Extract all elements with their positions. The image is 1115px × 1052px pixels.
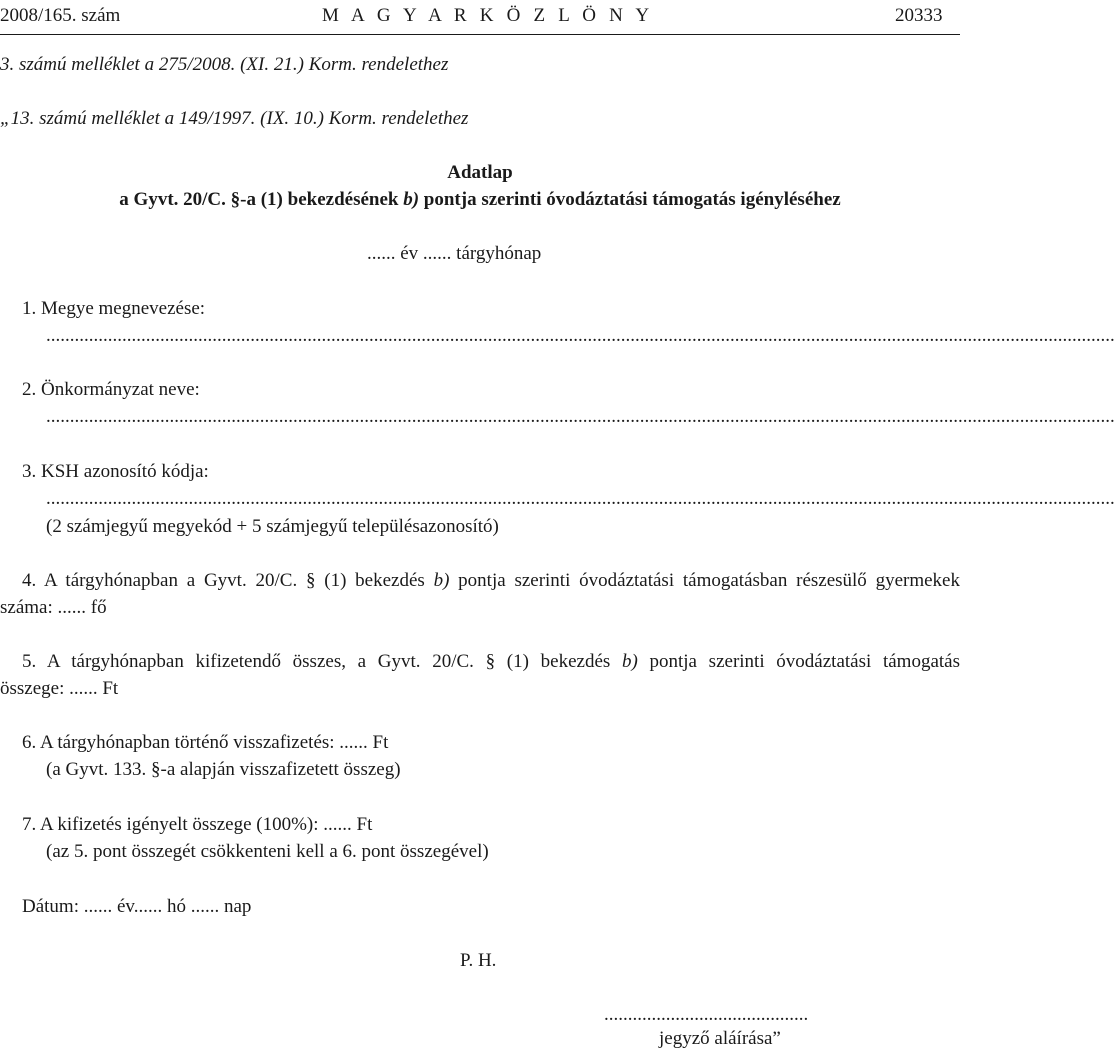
header-rule [0, 34, 960, 35]
item-2-fill-line: ................................................................................................................................................................................................................................. [46, 406, 1115, 427]
form-subtitle [0, 190, 960, 209]
date-line: Dátum: ...... év...... hó ...... nap [22, 896, 252, 917]
item-5-part-3: pontja szerinti óvodáztatási támogatás [637, 651, 960, 672]
item-3-fill-line: ................................................................................................................................................................................................................................. [46, 488, 1115, 509]
item-1-label: 1. Megye megnevezése: [22, 298, 206, 319]
annex-line-2: „13. számú melléklet a 149/1997. (IX. 10.) Korm. rendelethez [0, 108, 469, 129]
annex-line-1: 3. számú melléklet a 275/2008. (XI. 21.) Korm. rendelethez [0, 54, 449, 75]
page-number: 20333 [895, 5, 943, 26]
item-1-fill-line: ................................................................................................................................................................................................................................. [46, 325, 1115, 346]
item-4-part-1: 4. A tárgyhónapban a Gyvt. 20/C. § (1) bekezdés [22, 570, 434, 591]
item-3-note: (2 számjegyű megyekód + 5 számjegyű településazonosító) [46, 516, 499, 537]
subtitle-part-2: b) [403, 189, 420, 210]
period-line: ...... év ...... tárgyhónap [367, 243, 542, 264]
journal-title: M A G Y A R K Ö Z L Ö N Y [322, 5, 654, 26]
item-4-part-2: b) [433, 570, 450, 591]
item-5-part-2: b) [621, 651, 638, 672]
item-5-line-2: összege: ...... Ft [0, 678, 119, 699]
item-7-line-1: 7. A kifizetés igényelt összege (100%): ...... Ft [22, 814, 373, 835]
item-4-part-3: pontja szerinti óvodáztatási támogatásban részesülő gyermekek [449, 570, 960, 591]
stamp-placeholder: P. H. [460, 950, 497, 971]
item-2-label: 2. Önkormányzat neve: [22, 379, 200, 400]
subtitle-part-1: a Gyvt. 20/C. §-a (1) bekezdésének [119, 189, 404, 210]
signature-line: ........................................... [604, 1004, 809, 1025]
subtitle-part-3: pontja szerinti óvodáztatási támogatás igényléséhez [419, 189, 841, 210]
item-3-label: 3. KSH azonosító kódja: [22, 461, 209, 482]
item-4-line-2: száma: ...... fő [0, 597, 107, 618]
item-4-line-1 [22, 571, 960, 590]
issue-number: 2008/165. szám [0, 5, 121, 26]
item-5-part-1: 5. A tárgyhónapban kifizetendő összes, a Gyvt. 20/C. § (1) bekezdés [22, 651, 622, 672]
item-7-line-2: (az 5. pont összegét csökkenteni kell a 6. pont összegével) [46, 841, 489, 862]
form-title: Adatlap [447, 162, 513, 183]
item-6-line-1: 6. A tárgyhónapban történő visszafizetés: ...... Ft [22, 732, 389, 753]
item-6-line-2: (a Gyvt. 133. §-a alapján visszafizetett összeg) [46, 759, 401, 780]
signature-label: jegyző aláírása” [659, 1028, 781, 1049]
item-5-line-1 [22, 652, 960, 671]
